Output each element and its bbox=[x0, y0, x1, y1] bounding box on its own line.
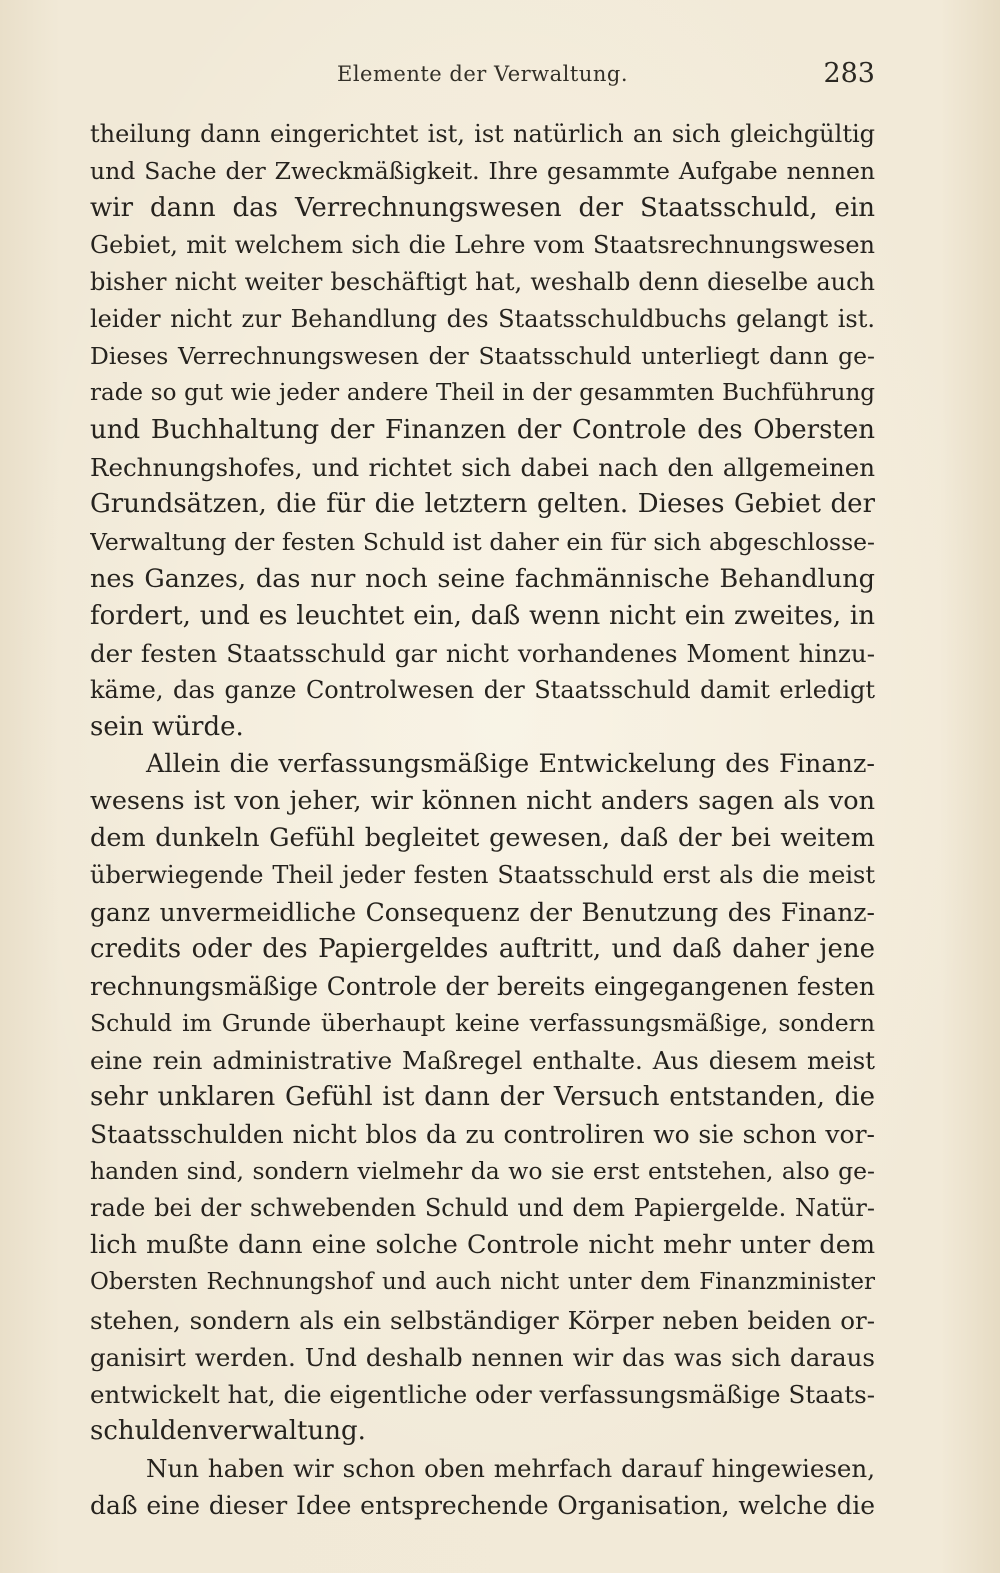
text-line: lich mußte dann eine solche Controle nicht mehr unter dem bbox=[90, 1230, 875, 1261]
text-line: wir dann das Verrechnungswesen der Staatsschuld, ein bbox=[90, 193, 875, 224]
page-header bbox=[90, 56, 875, 100]
text-line: sehr unklaren Gefühl ist dann der Versuch entstanden, die bbox=[90, 1082, 875, 1113]
paragraph-1 bbox=[90, 116, 875, 746]
text-line: Schuld im Grunde überhaupt keine verfassungsmäßige, sondern bbox=[90, 1009, 875, 1038]
text-line: eine rein administrative Maßregel enthalte. Aus diesem meist bbox=[90, 1046, 875, 1076]
text-line: rechnungsmäßige Controle der bereits eingegangenen festen bbox=[90, 972, 875, 1002]
text-line: dem dunkeln Gefühl begleitet gewesen, daß der bei weitem bbox=[90, 822, 875, 853]
text-line: ganisirt werden. Und deshalb nennen wir das was sich daraus bbox=[90, 1342, 875, 1372]
text-line: Allein die verfassungsmäßige Entwickelung des Finanz- bbox=[146, 748, 875, 779]
text-line: leider nicht zur Behandlung des Staatsschuldbuchs gelangt ist. bbox=[90, 305, 875, 334]
text-line: sein würde. bbox=[90, 711, 244, 742]
text-line: Obersten Rechnungshof und auch nicht unter dem Finanzminister bbox=[90, 1269, 875, 1296]
text-line: fordert, und es leuchtet ein, daß wenn nicht ein zweites, in bbox=[90, 600, 875, 631]
body-text bbox=[90, 116, 875, 1524]
text-line: rade bei der schwebenden Schuld und dem Papiergelde. Natür- bbox=[90, 1194, 875, 1223]
text-line: der festen Staatsschuld gar nicht vorhandenes Moment hinzu- bbox=[90, 638, 875, 668]
text-line: entwickelt hat, die eigentliche oder verfassungsmäßige Staats- bbox=[90, 1379, 875, 1409]
text-line: Gebiet, mit welchem sich die Lehre vom Staatsrechnungswesen bbox=[90, 231, 875, 260]
text-line: rade so gut wie jeder andere Theil in der gesammten Buchführung bbox=[90, 380, 875, 407]
text-line: daß eine dieser Idee entsprechende Organisation, welche die bbox=[90, 1490, 875, 1520]
text-line: schuldenverwaltung. bbox=[90, 1415, 366, 1446]
paragraph-3 bbox=[90, 1450, 875, 1524]
text-line: Dieses Verrechnungswesen der Staatsschuld unterliegt dann ge- bbox=[90, 342, 875, 371]
text-line: Rechnungshofes, und richtet sich dabei nach den allgemeinen bbox=[90, 453, 875, 483]
text-line: ganz unvermeidliche Consequenz der Benutzung des Finanz- bbox=[90, 897, 875, 927]
text-line: Grundsätzen, die für die letztern gelten. Dieses Gebiet der bbox=[90, 489, 875, 520]
text-line: Nun haben wir schon oben mehrfach darauf hingewiesen, bbox=[146, 1453, 875, 1483]
text-line: wesens ist von jeher, wir können nicht anders sagen als von bbox=[90, 785, 875, 816]
page-number: 283 bbox=[823, 58, 875, 89]
text-line: Staatsschulden nicht blos da zu controliren wo sie schon vor- bbox=[90, 1120, 875, 1150]
text-line: theilung dann eingerichtet ist, ist natürlich an sich gleichgültig bbox=[90, 120, 875, 148]
text-line: bisher nicht weiter beschäftigt hat, weshalb denn dieselbe auch bbox=[90, 268, 875, 297]
text-line: stehen, sondern als ein selbständiger Körper neben beiden or- bbox=[90, 1305, 875, 1335]
text-line: nes Ganzes, das nur noch seine fachmännische Behandlung bbox=[90, 563, 875, 594]
text-line: käme, das ganze Controlwesen der Staatsschuld damit erledigt bbox=[90, 675, 875, 704]
text-line: credits oder des Papiergeldes auftritt, und daß daher jene bbox=[90, 934, 875, 965]
running-title: Elemente der Verwaltung. bbox=[337, 62, 628, 86]
text-line: und Sache der Zweckmäßigkeit. Ihre gesammte Aufgabe nennen bbox=[90, 157, 875, 186]
text-line: überwiegende Theil jeder festen Staatsschuld erst als die meist bbox=[90, 860, 875, 889]
text-line: handen sind, sondern vielmehr da wo sie erst entstehen, also ge- bbox=[90, 1157, 875, 1186]
text-line: Verwaltung der festen Schuld ist daher ein für sich abgeschlosse- bbox=[90, 527, 875, 556]
text-line: und Buchhaltung der Finanzen der Controle des Obersten bbox=[90, 415, 875, 446]
paragraph-2 bbox=[90, 746, 875, 1450]
